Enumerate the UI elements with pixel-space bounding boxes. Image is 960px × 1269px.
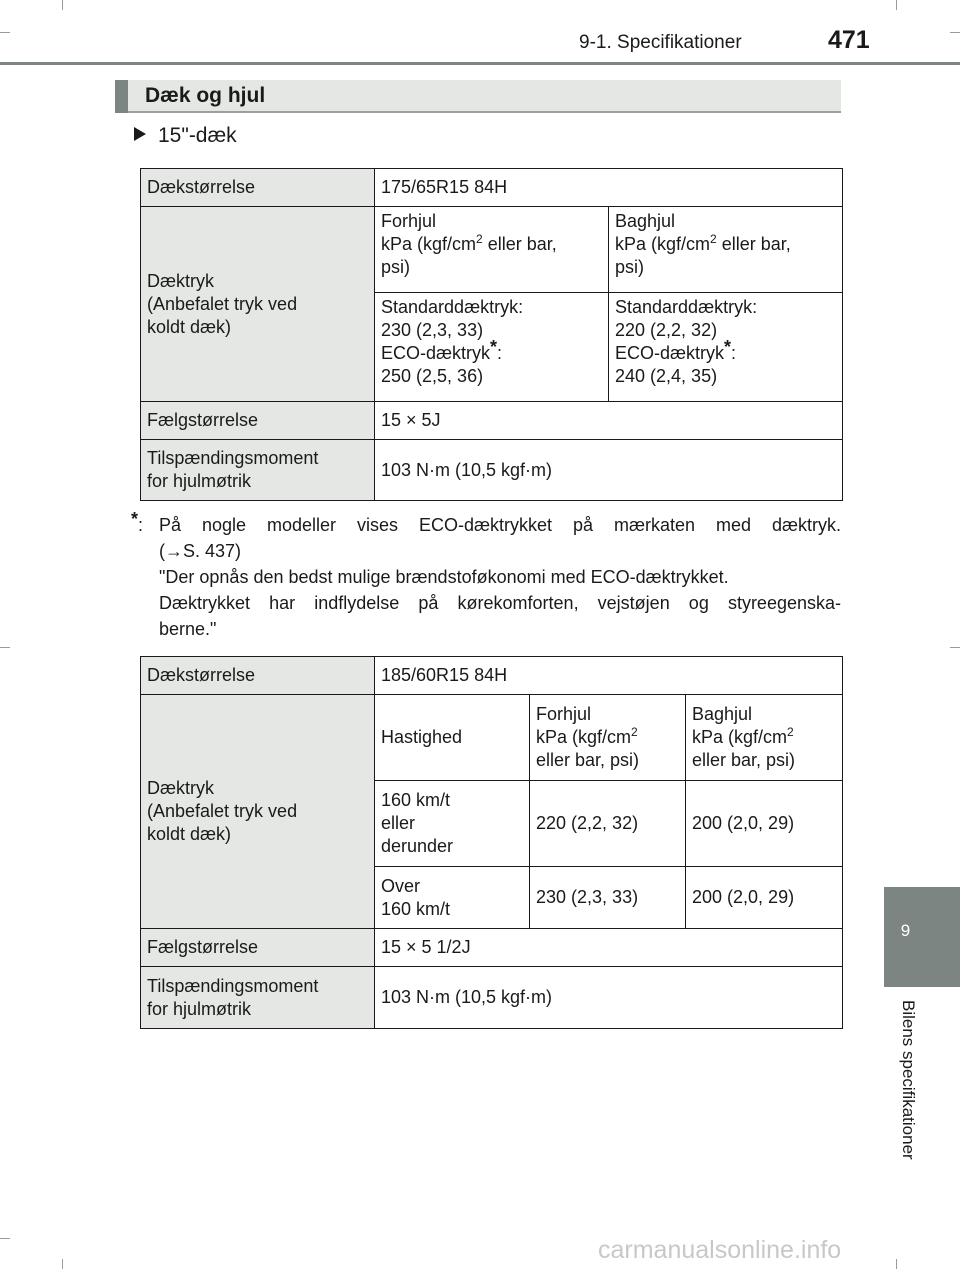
pressure-label-line: Dæktryk — [147, 778, 214, 798]
crop-mark-bottom-right-v — [896, 1259, 897, 1269]
footnote-marker — [131, 509, 144, 538]
rear-pressure-value: 200 (2,0, 29) — [686, 781, 843, 867]
footnote-star: * — [724, 337, 732, 357]
unit-sup: 2 — [476, 232, 483, 246]
crop-mark-bottom-left-v — [62, 1259, 63, 1269]
unit-end: eller bar, psi) — [692, 750, 796, 770]
front-header — [530, 695, 686, 781]
unit-line — [381, 233, 602, 256]
crop-mark-top-right — [950, 32, 960, 33]
torque-label-line: for hjulmøtrik — [147, 998, 252, 1019]
unit-sup: 2 — [631, 725, 638, 739]
table-row — [141, 657, 843, 695]
pressure-label — [141, 207, 375, 402]
crop-mark-top-left-v — [62, 0, 63, 10]
size-label: Dækstørrelse — [141, 169, 375, 207]
footnote-line: Dæktrykket har indflydelse på kørekomforten, vejstøjen og styreegenska- — [159, 593, 841, 613]
eco-label — [381, 337, 602, 365]
speed-line: Over — [381, 875, 421, 896]
table-row — [141, 695, 843, 781]
unit-line — [615, 233, 836, 256]
eco-label — [615, 337, 836, 365]
pressure-label-line: koldt dæk) — [147, 316, 232, 337]
pressure-label-line: koldt dæk) — [147, 824, 232, 844]
unit-text: eller bar, — [716, 234, 791, 254]
chapter-label: Bilens specifikationer — [899, 1000, 918, 1160]
table-row — [141, 967, 843, 1029]
std-value: 220 (2,2, 32) — [615, 320, 718, 340]
rear-header-title: Baghjul — [692, 704, 753, 724]
rim-value: 15 × 5 1/2J — [375, 929, 843, 967]
torque-label — [141, 440, 375, 501]
footnote-line: På nogle modeller vises ECO-dæktrykket på mærkaten med dæktryk. — [159, 515, 841, 535]
page-number: 471 — [828, 26, 870, 54]
front-pressure-value: 220 (2,2, 32) — [530, 781, 686, 867]
unit-end: eller bar, psi) — [536, 750, 640, 770]
unit-end: psi) — [381, 257, 411, 277]
running-header: 9-1. Specifikationer — [579, 32, 742, 53]
table-row — [141, 402, 843, 440]
footnote-line: berne." — [159, 619, 217, 639]
front-pressure-value: 230 (2,3, 33) — [530, 867, 686, 929]
speed-line: 160 km/t — [381, 790, 451, 810]
front-header-title: Forhjul — [536, 704, 592, 724]
rim-value: 15 × 5J — [375, 402, 843, 440]
eco-label-text: ECO-dæktryk — [615, 343, 725, 363]
torque-value: 103 N·m (10,5 kgf·m) — [375, 440, 843, 501]
rear-pressure-value: 200 (2,0, 29) — [686, 867, 843, 929]
speed-value — [375, 867, 530, 929]
footnote-line: "Der opnås den bedst mulige brændstoføkonomi med ECO-dæktrykket. — [159, 567, 729, 587]
rear-header — [609, 207, 843, 293]
eco-value: 250 (2,5, 36) — [381, 366, 484, 386]
section-title: Dæk og hjul — [145, 84, 266, 107]
front-pressure-values — [375, 293, 609, 402]
triangle-bullet-icon — [134, 127, 146, 141]
unit-text: kPa (kgf/cm — [615, 234, 711, 254]
footnote-body — [159, 512, 841, 642]
eco-colon: : — [497, 343, 503, 363]
rear-header — [686, 695, 843, 781]
subheading-text: 15"-dæk — [158, 124, 237, 147]
unit-line — [536, 726, 679, 749]
table-row — [141, 207, 843, 293]
unit-end: psi) — [615, 257, 645, 277]
size-value: 175/65R15 84H — [375, 169, 843, 207]
section-title-bar — [115, 80, 128, 113]
rim-label: Fælgstørrelse — [141, 929, 375, 967]
speed-line: eller — [381, 813, 416, 833]
crop-mark-mid-right — [950, 647, 960, 648]
torque-label-line: for hjulmøtrik — [147, 471, 252, 491]
subheading — [134, 124, 237, 148]
size-value: 185/60R15 84H — [375, 657, 843, 695]
tire-spec-table-2 — [140, 656, 843, 1029]
crop-mark-mid-left — [0, 647, 10, 648]
section-title-box — [115, 80, 841, 113]
unit-sup: 2 — [787, 725, 794, 739]
unit-text: kPa (kgf/cm — [381, 234, 477, 254]
footnote-colon: : — [138, 515, 144, 535]
table-row — [141, 929, 843, 967]
chapter-tab[interactable] — [884, 887, 960, 987]
std-label: Standarddæktryk: — [615, 297, 758, 317]
pressure-label-line: Dæktryk — [147, 270, 214, 291]
size-label: Dækstørrelse — [141, 657, 375, 695]
rear-header-title: Baghjul — [615, 211, 676, 231]
table-row — [141, 440, 843, 501]
eco-value: 240 (2,4, 35) — [615, 366, 718, 386]
footnote-star: * — [131, 509, 139, 529]
rim-label: Fælgstørrelse — [141, 402, 375, 440]
torque-label-line: Tilspændingsmoment — [147, 975, 319, 996]
unit-text: kPa (kgf/cm — [692, 727, 788, 747]
torque-value: 103 N·m (10,5 kgf·m) — [375, 967, 843, 1029]
footnote-star: * — [490, 337, 498, 357]
unit-line — [692, 726, 836, 749]
footnote-page-reference[interactable]: (→S. 437) — [159, 541, 242, 561]
std-label: Standarddæktryk: — [381, 297, 524, 317]
speed-line: 160 km/t — [381, 898, 451, 919]
eco-label-text: ECO-dæktryk — [381, 343, 491, 363]
table-row — [141, 169, 843, 207]
speed-header: Hastighed — [375, 695, 530, 781]
front-header-title: Forhjul — [381, 211, 437, 231]
chapter-number: 9 — [900, 921, 911, 940]
header-rule — [0, 62, 960, 65]
speed-value — [375, 781, 530, 867]
crop-mark-bottom-left — [0, 1238, 10, 1239]
unit-sup: 2 — [710, 232, 717, 246]
watermark: carmanualsonline.info — [598, 1236, 842, 1264]
torque-label-line: Tilspændingsmoment — [147, 448, 319, 468]
pressure-label-line: (Anbefalet tryk ved — [147, 293, 298, 314]
crop-mark-top-right-v — [896, 0, 897, 10]
speed-line: derunder — [381, 836, 454, 856]
footnote — [131, 509, 841, 642]
crop-mark-top-left — [0, 32, 10, 33]
eco-colon: : — [731, 343, 737, 363]
std-value: 230 (2,3, 33) — [381, 320, 484, 340]
unit-text: eller bar, — [482, 234, 557, 254]
torque-label — [141, 967, 375, 1029]
pressure-label-line: (Anbefalet tryk ved — [147, 801, 298, 821]
pressure-label — [141, 695, 375, 929]
rear-pressure-values — [609, 293, 843, 402]
front-header — [375, 207, 609, 293]
unit-text: kPa (kgf/cm — [536, 727, 632, 747]
tire-spec-table-1 — [140, 168, 843, 501]
